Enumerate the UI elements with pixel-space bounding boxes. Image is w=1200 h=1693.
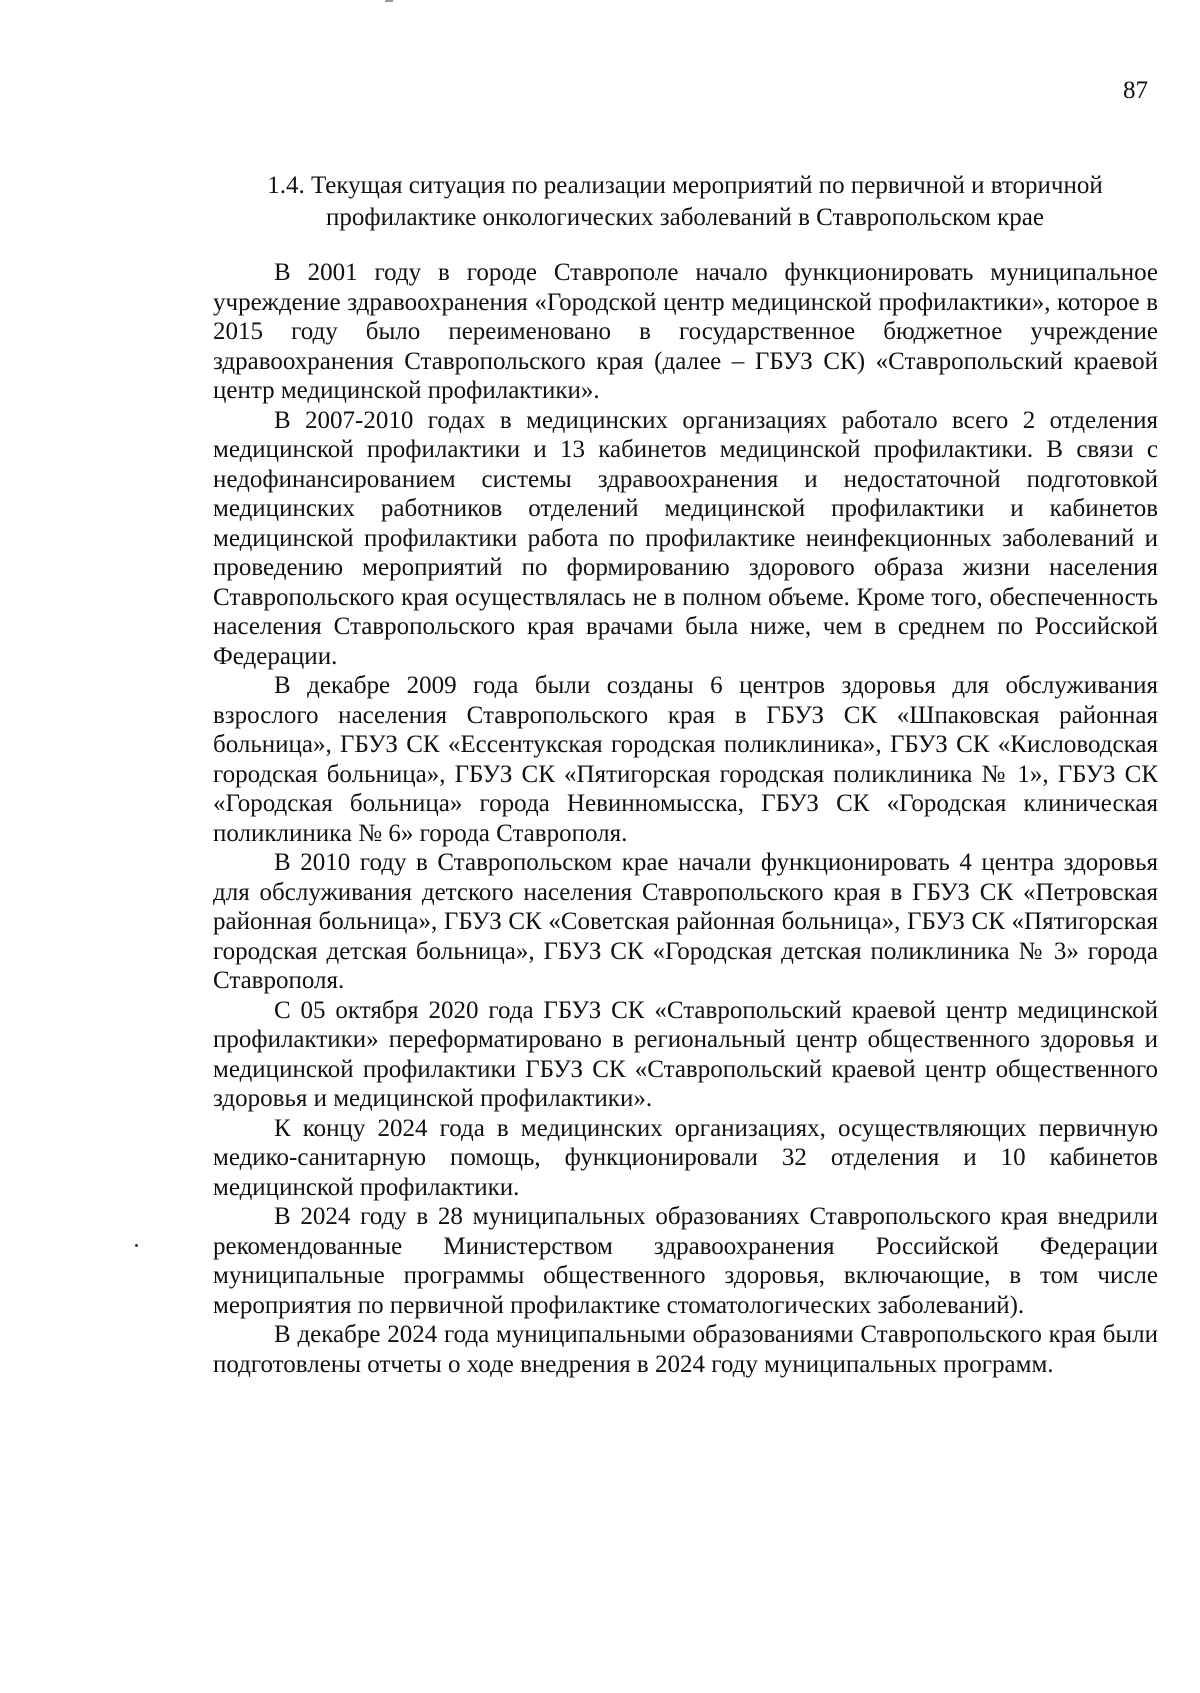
paragraph: К концу 2024 года в медицинских организациях, осуществляющих первичную медико-санитарную помощь, функционировали 32 отделения и 10 кабинетов медицинской профилактики. [213,1114,1158,1201]
margin-mark [135,1244,138,1247]
section-heading: 1.4. Текущая ситуация по реализации мероприятий по первичной и вторичной профилактике онкологических заболеваний в Ставропольском крае [267,172,1103,231]
paragraph: В декабре 2024 года муниципальными образованиями Ставропольского края были подготовлены отчеты о ходе внедрения в 2024 году муниципальных программ. [213,1321,1158,1378]
page-number: 87 [1123,77,1148,104]
paragraph: В декабре 2009 года были созданы 6 центров здоровья для обслуживания взрослого населения Ставропольского края в ГБУЗ СК «Шпаковская районная больница», ГБУЗ СК «Ессентукская городская поликлиника», ГБУЗ СК «Кисловодская городская больница», ГБУЗ СК «Пятигорская городская поликлиника № 1», ГБУЗ СК «Городская больница» города Невинномысска, ГБУЗ СК «Городская клиническая поликлиника № 6» города Ставрополя. [213,672,1158,847]
body-text [213,258,1158,1379]
paragraph: В 2024 году в 28 муниципальных образованиях Ставропольского края внедрили рекомендованные Министерством здравоохранения Российской Федерации муниципальные программы общественного здоровья, включающие, в том числе мероприятия по первичной профилактике стоматологических заболеваний). [213,1203,1158,1319]
paragraph: С 05 октября 2020 года ГБУЗ СК «Ставропольский краевой центр медицинской профилактики» переформатировано в региональный центр общественного здоровья и медицинской профилактики ГБУЗ СК «Ставропольский краевой центр общественного здоровья и медицинской профилактики». [213,996,1158,1112]
scan-speck [385,0,393,2]
paragraph: В 2010 году в Ставропольском крае начали функционировать 4 центра здоровья для обслуживания детского населения Ставропольского края в ГБУЗ СК «Петровская районная больница», ГБУЗ СК «Советская районная больница», ГБУЗ СК «Пятигорская городская детская больница», ГБУЗ СК «Городская детская поликлиника № 3» города Ставрополя. [213,849,1158,994]
paragraph: В 2001 году в городе Ставрополе начало функционировать муниципальное учреждение здравоохранения «Городской центр медицинской профилактики», которое в 2015 году было переименовано в государственное бюджетное учреждение здравоохранения Ставропольского края (далее – ГБУЗ СК) «Ставропольский краевой центр медицинской профилактики». [213,259,1158,404]
paragraph: В 2007-2010 годах в медицинских организациях работало всего 2 отделения медицинской профилактики и 13 кабинетов медицинской профилактики. В связи с недофинансированием системы здравоохранения и недостаточной подготовкой медицинских работников отделений медицинской профилактики и кабинетов медицинской профилактики работа по профилактике неинфекционных заболеваний и проведению мероприятий по формированию здорового образа жизни населения Ставропольского края осуществлялась не в полном объеме. Кроме того, обеспеченность населения Ставропольского края врачами была ниже, чем в среднем по Российской Федерации. [213,406,1158,670]
